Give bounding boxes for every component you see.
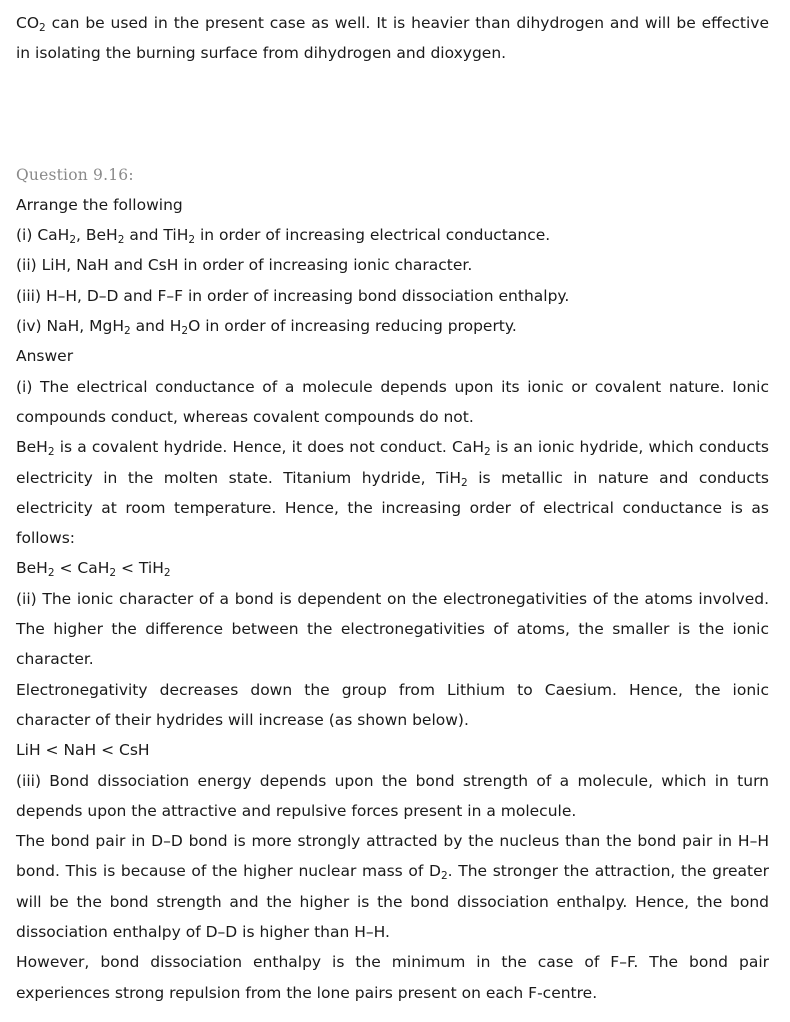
intro-text: can be used in the present case as well. It is heavier than dihydrogen and will be effective in isolating the burning surface from dihydrogen and dioxygen.	[16, 14, 769, 63]
answer-paragraph-6	[16, 826, 769, 947]
text-run: O in order of increasing reducing property.	[188, 317, 517, 336]
subscript: 2	[484, 446, 491, 459]
subscript: 2	[181, 325, 189, 338]
answer-paragraph-5: (iii) Bond dissociation energy depends upon the bond strength of a molecule, which in turn depends upon the attractive and repulsive forces present in a molecule.	[16, 771, 769, 820]
text-run: BeH	[16, 438, 48, 457]
text-run: and TiH	[124, 226, 189, 245]
section-spacer	[16, 69, 769, 160]
answer-label: Answer	[16, 347, 74, 366]
text-run: and H	[130, 317, 182, 336]
subscript: 2	[39, 21, 46, 34]
question-item-i	[16, 220, 769, 250]
question-prompt: Arrange the following	[16, 195, 183, 214]
text-run: The bond pair in D–D bond is more strongly attracted by the nucleus than the bond pair in H–H bond. This is because of the higher nuclear mass of D	[16, 832, 769, 881]
subscript: 2	[123, 325, 131, 338]
subscript: 2	[69, 234, 77, 247]
subscript: 2	[47, 567, 55, 580]
text-run: , BeH	[76, 226, 118, 245]
text-run: BeH	[16, 559, 48, 578]
text-run: < TiH	[116, 559, 164, 578]
subscript: 2	[109, 567, 117, 580]
subscript: 2	[188, 234, 196, 247]
subscript: 2	[47, 446, 55, 459]
text-run: < CaH	[54, 559, 110, 578]
co2-formula: CO	[16, 14, 40, 32]
answer-paragraph-3: (ii) The ionic character of a bond is dependent on the electronegativities of the atoms involved. The higher the difference between the electronegativities of atoms, the smaller is the ionic character.	[16, 589, 769, 669]
answer-paragraph-4: Electronegativity decreases down the group from Lithium to Caesium. Hence, the ionic character of their hydrides will increase (as shown below).	[16, 680, 769, 729]
subscript: 2	[461, 476, 468, 489]
text-run: (i) CaH	[16, 226, 70, 245]
text-run: (iv) NaH, MgH	[16, 317, 124, 336]
answer-paragraph-2	[16, 432, 769, 553]
question-heading: Question 9.16:	[16, 165, 134, 184]
answer-paragraph-1: (i) The electrical conductance of a molecule depends upon its ionic or covalent nature. Ionic compounds conduct, whereas covalent compounds do not.	[16, 377, 769, 426]
intro-paragraph	[16, 8, 769, 69]
question-item-iv	[16, 311, 769, 341]
question-item-iii: (iii) H–H, D–D and F–F in order of increasing bond dissociation enthalpy.	[16, 286, 570, 305]
answer-paragraph-7: However, bond dissociation enthalpy is the minimum in the case of F–F. The bond pair experiences strong repulsion from the lone pairs present on each F-centre.	[16, 953, 769, 1002]
subscript: 2	[117, 234, 125, 247]
conductance-order	[16, 553, 769, 583]
text-run: is an ionic hydride, which conducts electricity in the molten state. Titanium hydride, TiH	[16, 438, 769, 487]
subscript: 2	[163, 567, 171, 580]
text-run: in order of increasing electrical conductance.	[195, 226, 551, 245]
text-run: is a covalent hydride. Hence, it does not conduct. CaH	[54, 438, 485, 457]
text-run: . The stronger the attraction, the greater will be the bond strength and the higher is the bond dissociation enthalpy. Hence, the bond dissociation enthalpy of D–D is higher than H–H.	[16, 862, 769, 942]
ionic-character-order: LiH < NaH < CsH	[16, 741, 150, 760]
question-item-ii: (ii) LiH, NaH and CsH in order of increasing ionic character.	[16, 256, 473, 275]
text-run: is metallic in nature and conducts electricity at room temperature. Hence, the increasing order of electrical conductance is as follows:	[16, 468, 769, 548]
subscript: 2	[440, 870, 448, 883]
